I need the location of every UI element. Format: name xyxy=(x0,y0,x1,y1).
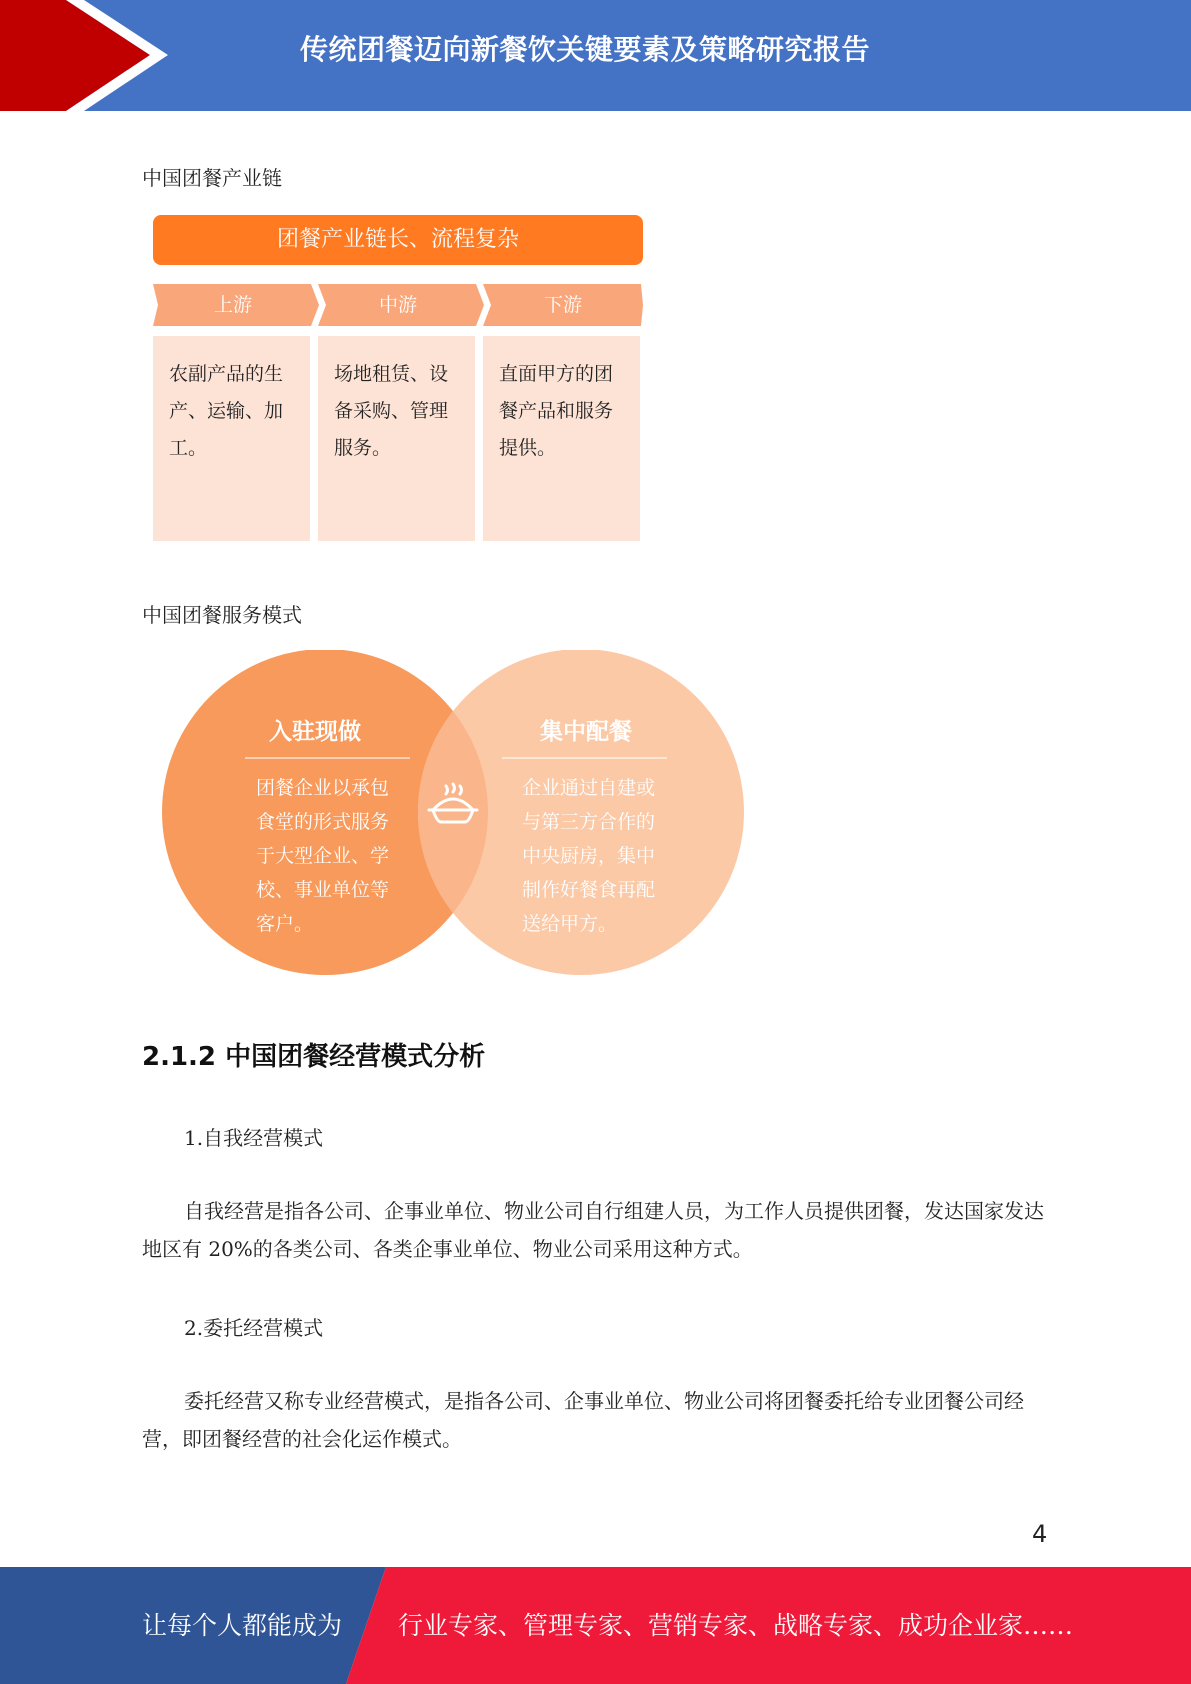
venn-right-body xyxy=(522,771,677,941)
venn-right-line: 送给甲方。 xyxy=(522,913,618,935)
chain-box-line: 产、运输、加 xyxy=(169,400,284,422)
paragraph-2: 委托经营又称专业经营模式，是指各公司、企事业单位、物业公司将团餐委托给专业团餐公司经营，即团餐经营的社会化运作模式。 xyxy=(142,1389,1024,1451)
page-footer xyxy=(0,1567,1191,1684)
chain-box-line: 提供。 xyxy=(499,437,557,459)
chain-box-line: 场地租赁、设 xyxy=(334,363,449,385)
paragraph-1: 自我经营是指各公司、企事业单位、物业公司自行组建人员，为工作人员提供团餐，发达国家发达地区有 20%的各类公司、各类企事业单位、物业公司采用这种方式。 xyxy=(142,1199,1044,1261)
chain-box-upstream xyxy=(153,336,310,541)
figure2-caption: 中国团餐服务模式 xyxy=(142,603,302,627)
venn-left-line: 团餐企业以承包 xyxy=(256,777,390,799)
chain-box-line: 餐产品和服务 xyxy=(499,400,614,422)
chain-box-downstream xyxy=(483,336,640,541)
chain-box-line: 工。 xyxy=(169,437,208,459)
page-number: 4 xyxy=(1032,1520,1048,1548)
chain-stage-downstream: 下游 xyxy=(543,294,582,316)
subsection-title-1: 1.自我经营模式 xyxy=(184,1126,324,1150)
chain-box-midstream xyxy=(318,336,475,541)
report-title: 传统团餐迈向新餐饮关键要素及策略研究报告 xyxy=(300,33,871,66)
venn-right-line: 企业通过自建或 xyxy=(522,777,656,799)
venn-left-title: 入驻现做 xyxy=(269,719,361,745)
page-header xyxy=(0,0,1191,111)
chain-stage-upstream: 上游 xyxy=(213,294,252,316)
chain-box-line: 服务。 xyxy=(334,437,392,459)
chain-box-line: 备采购、管理 xyxy=(334,400,449,422)
figure1-caption: 中国团餐产业链 xyxy=(142,166,282,190)
footer-slogan-right: 行业专家、管理专家、营销专家、战略专家、成功企业家…… xyxy=(398,1611,1074,1640)
venn-left-line: 客户。 xyxy=(256,913,314,935)
venn-left-line: 校、事业单位等 xyxy=(256,879,390,901)
venn-right-title: 集中配餐 xyxy=(540,719,632,745)
venn-left-line: 食堂的形式服务 xyxy=(256,811,390,833)
chain-box-line: 直面甲方的团 xyxy=(499,363,614,385)
section-heading: 2.1.2 中国团餐经营模式分析 xyxy=(142,1042,486,1072)
venn-right-line: 中央厨房，集中 xyxy=(522,845,656,867)
venn-left-line: 于大型企业、学 xyxy=(256,845,390,867)
chain-banner: 团餐产业链长、流程复杂 xyxy=(153,215,643,265)
chain-box-line: 农副产品的生 xyxy=(169,363,284,385)
chain-stage-midstream: 中游 xyxy=(378,294,417,316)
venn-left-body xyxy=(256,771,411,941)
venn-right-line: 与第三方合作的 xyxy=(522,811,656,833)
footer-slogan-left: 让每个人都能成为 xyxy=(142,1611,343,1640)
subsection-title-2: 2.委托经营模式 xyxy=(184,1316,324,1340)
venn-right-line: 制作好餐食再配 xyxy=(522,879,656,901)
